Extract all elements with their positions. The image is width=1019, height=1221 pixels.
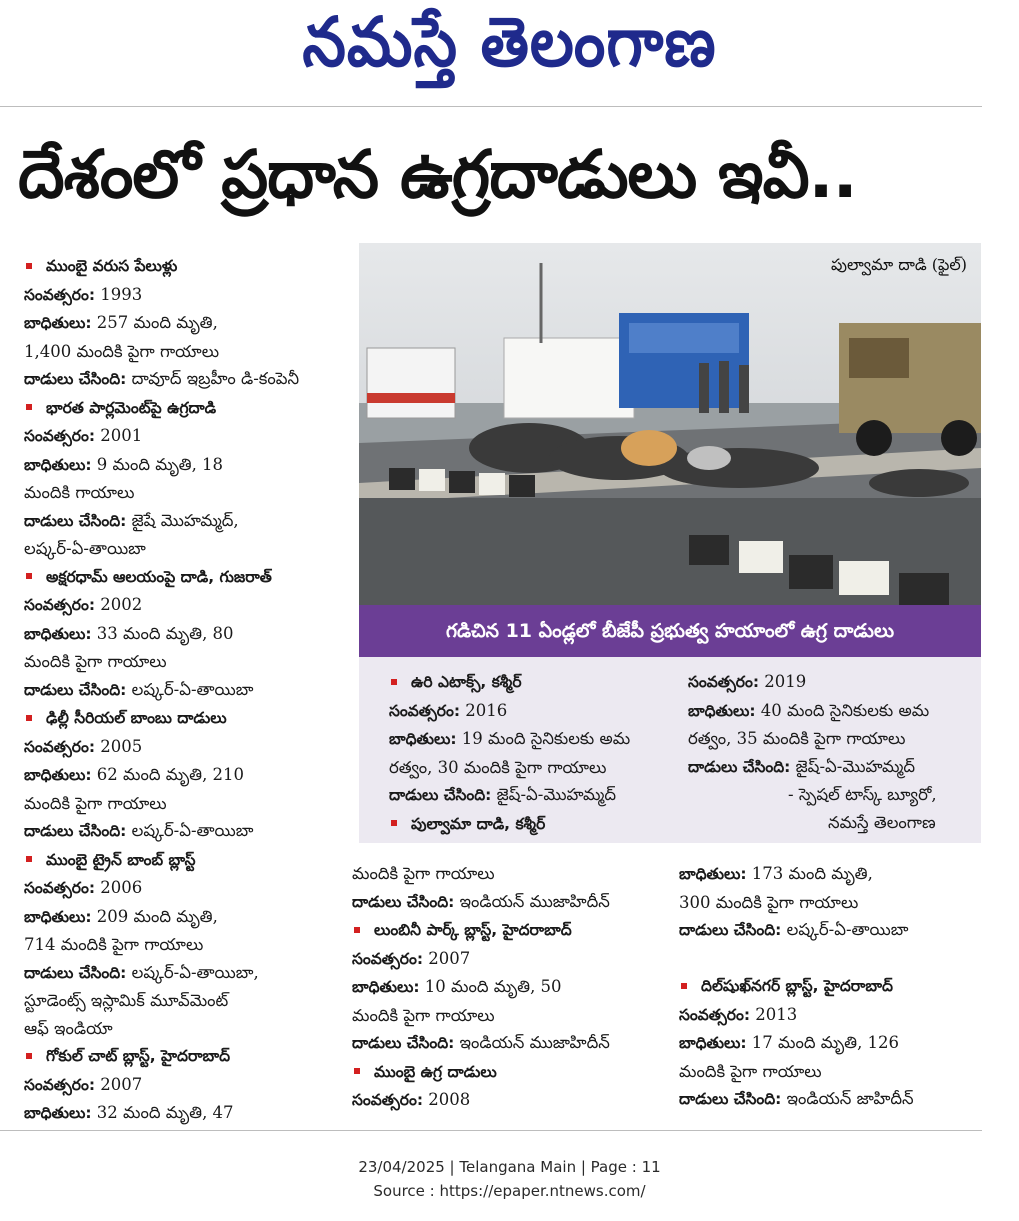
bullet-icon	[391, 679, 397, 685]
text-line: దాడులు చేసింది: జైష్-ఏ-మొహమ్మద్	[688, 756, 916, 776]
text-line: సంవత్సరం: 2013	[679, 1004, 798, 1024]
text-line: బాధితులు: 19 మంది సైనికులకు అమ	[389, 729, 631, 748]
text-line: బాధితులు: 33 మంది మృతి, 80	[24, 623, 234, 643]
bullet-icon	[26, 404, 32, 410]
text-line: సంవత్సరం: 2008	[352, 1090, 471, 1109]
section-title: పుల్వామా దాడి, కశ్మీర్	[389, 810, 689, 839]
footer-divider	[0, 1130, 982, 1131]
section-title: ఉరి ఎటాక్స్, కశ్మీర్	[389, 668, 689, 697]
bullet-icon	[391, 820, 397, 826]
bullet-icon	[681, 983, 687, 989]
section-title: గోకుల్ చాట్ బ్లాస్ట్, హైదరాబాద్	[24, 1042, 354, 1071]
text-line: ఆఫ్ ఇండియా	[24, 1018, 113, 1038]
text-line: 1,400 మందికి పైగా గాయాలు	[24, 341, 220, 361]
text-line: సంవత్సరం: 2007	[24, 1074, 143, 1094]
text-line: మందికి గాయాలు	[24, 483, 135, 502]
text-line: దాడులు చేసింది: లష్కర్-ఏ-తాయిబా	[24, 679, 254, 699]
section-title: అక్షరధామ్ ఆలయంపై దాడి, గుజరాత్	[24, 563, 354, 592]
text-line: బాధితులు: 32 మంది మృతి, 47	[24, 1103, 234, 1122]
article-column-1	[24, 252, 354, 1128]
text-line: దాడులు చేసింది: లష్కర్-ఏ-తాయిబా	[679, 920, 909, 939]
text-line: సంవత్సరం: 2019	[688, 672, 807, 691]
section-title: ముంబై ఉగ్ర దాడులు	[352, 1058, 672, 1087]
section-title: దిల్‌షుఖ్‌నగర్ బ్లాస్ట్, హైదరాబాద్	[679, 972, 979, 1001]
masthead-logo	[0, 0, 1019, 100]
purple-banner: గడిచిన 11 ఏండ్లలో బీజేపీ ప్రభుత్వ హయాంలో ఉగ్ర దాడులు	[359, 605, 981, 657]
bullet-icon	[354, 1068, 360, 1074]
section-title: భారత పార్లమెంట్‌పై ఉగ్రదాడి	[24, 394, 354, 423]
text-line: బాధితులు: 209 మంది మృతి,	[24, 906, 218, 926]
text-line: బాధితులు: 62 మంది మృతి, 210	[24, 765, 245, 784]
bullet-icon	[354, 927, 360, 933]
masthead-title: నమస్తే తెలంగాణ	[302, 1, 717, 82]
text-line: లష్కర్-ఏ-తాయిబా	[24, 539, 146, 558]
section-title: ఢిల్లీ సీరియల్ బాంబు దాడులు	[24, 704, 354, 733]
text-line: రత్వం, 30 మందికి పైగా గాయాలు	[389, 757, 607, 777]
text-line: సంవత్సరం: 1993	[24, 284, 143, 304]
text-line: దాడులు చేసింది: జైషే మొహమ్మద్,	[24, 510, 239, 530]
footer-source-link[interactable]: Source : https://epaper.ntnews.com/	[373, 1182, 646, 1200]
box-column-right	[688, 668, 978, 836]
bullet-icon	[26, 715, 32, 721]
text-line: బాధితులు: 10 మంది మృతి, 50	[352, 977, 562, 996]
section-title: ముంబై వరుస పేలుళ్లు	[24, 252, 354, 281]
text-line: దాడులు చేసింది: దావూద్ ఇబ్రహీం డి-కంపెనీ	[24, 369, 300, 388]
text-line: మందికి పైగా గాయాలు	[679, 1061, 822, 1081]
spacer	[679, 945, 979, 973]
text-line: మందికి పైగా గాయాలు	[24, 652, 167, 671]
text-line: రత్వం, 35 మందికి పైగా గాయాలు	[688, 729, 906, 748]
text-line: దాడులు చేసింది: జైష్-ఏ-మొహమ్మద్	[389, 785, 617, 804]
text-line: స్టూడెంట్స్ ఇస్లామిక్ మూవ్‌మెంట్	[24, 991, 229, 1010]
text-line: బాధితులు: 257 మంది మృతి,	[24, 313, 218, 332]
text-line: మందికి పైగా గాయాలు	[352, 864, 495, 883]
text-line: బాధితులు: 40 మంది సైనికులకు అమ	[688, 700, 930, 720]
section-title: లుంబినీ పార్క్ బ్లాస్ట్, హైదరాబాద్	[352, 916, 672, 945]
text-line: సంవత్సరం: 2005	[24, 736, 143, 756]
text-line: బాధితులు: 17 మంది మృతి, 126	[679, 1033, 900, 1052]
text-line: సంవత్సరం: 2001	[24, 426, 143, 445]
news-photo	[359, 243, 981, 605]
bullet-icon	[26, 1053, 32, 1059]
footer-date-line: 23/04/2025 | Telangana Main | Page : 11	[358, 1158, 661, 1176]
section-title: ముంబై ట్రైన్ బాంబ్ బ్లాస్ట్	[24, 846, 354, 875]
headline: దేశంలో ప్రధాన ఉగ్రదాడులు ఇవీ..	[18, 136, 857, 213]
box-column-left	[389, 668, 689, 838]
text-line: దాడులు చేసింది: లష్కర్-ఏ-తాయిబా	[24, 821, 254, 840]
text-line: దాడులు చేసింది: ఇండియన్ ముజాహిదీన్	[352, 1033, 610, 1052]
text-line: దాడులు చేసింది: లష్కర్-ఏ-తాయిబా,	[24, 962, 259, 982]
text-line: సంవత్సరం: 2016	[389, 700, 508, 720]
text-line: - స్పెషల్ టాస్క్ బ్యూరో,	[788, 785, 937, 804]
article-column-2	[352, 860, 672, 1115]
text-line: మందికి పైగా గాయాలు	[24, 793, 167, 813]
text-line: 300 మందికి పైగా గాయాలు	[679, 892, 859, 912]
text-line: సంవత్సరం: 2006	[24, 878, 143, 897]
bullet-icon	[26, 856, 32, 862]
text-line: బాధితులు: 173 మంది మృతి,	[679, 864, 873, 883]
article-column-3	[679, 860, 979, 1114]
text-line: 714 మందికి పైగా గాయాలు	[24, 935, 204, 954]
bullet-icon	[26, 573, 32, 579]
text-line: సంవత్సరం: 2007	[352, 948, 471, 968]
text-line: బాధితులు: 9 మంది మృతి, 18	[24, 454, 224, 474]
text-line: సంవత్సరం: 2002	[24, 595, 143, 614]
text-line: మందికి పైగా గాయాలు	[352, 1005, 495, 1025]
masthead-divider	[0, 106, 982, 107]
text-line: నమస్తే తెలంగాణ	[828, 812, 936, 832]
text-line: దాడులు చేసింది: ఇండియన్ జాహిదీన్	[679, 1089, 914, 1108]
bullet-icon	[26, 263, 32, 269]
pulwama-attack-photo	[359, 243, 981, 605]
photo-caption: పుల్వామా దాడి (ఫైల్)	[831, 255, 967, 274]
text-line: దాడులు చేసింది: ఇండియన్ ముజాహిదీన్	[352, 891, 610, 911]
